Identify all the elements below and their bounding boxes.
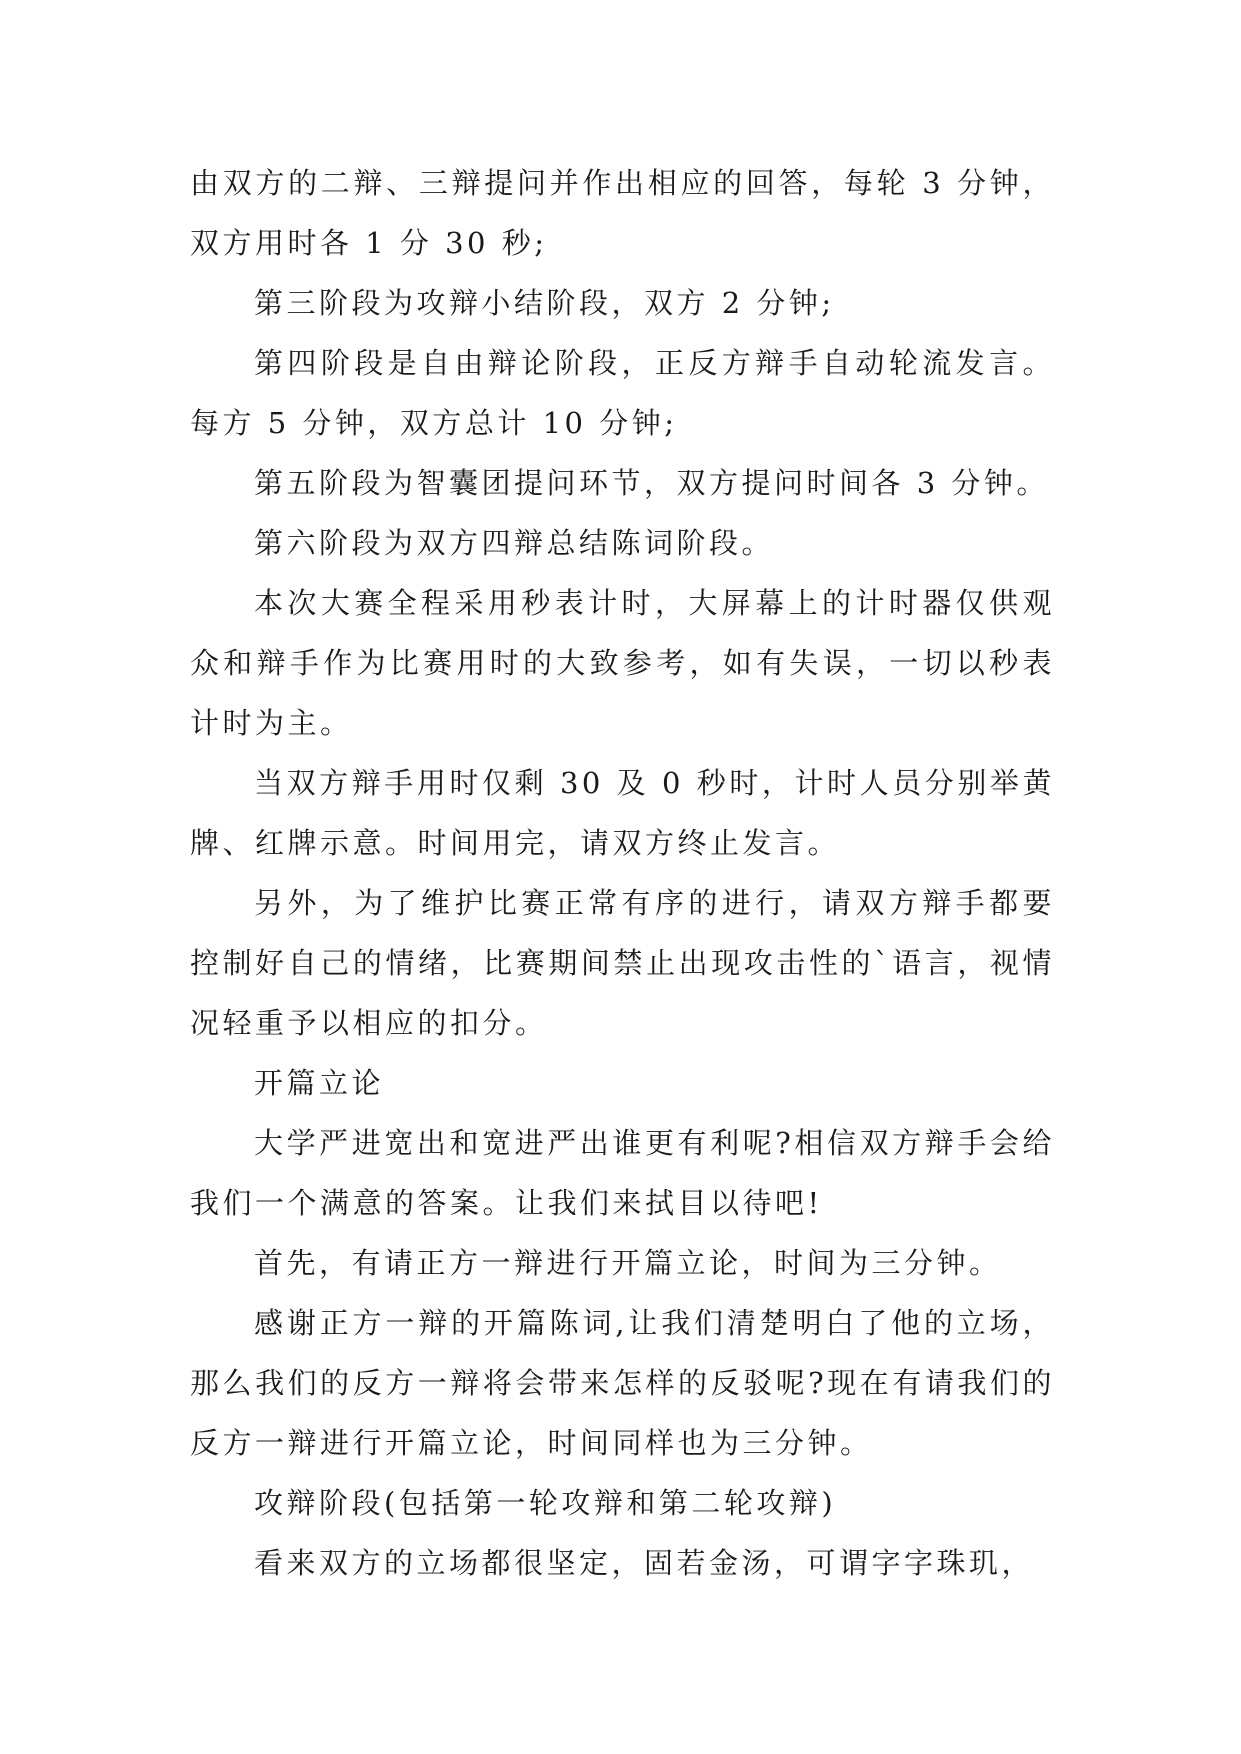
paragraph: 当双方辩手用时仅剩 30 及 0 秒时，计时人员分别举黄牌、红牌示意。时间用完，请双方终止发言。 [190, 766, 1055, 860]
paragraph: 第五阶段为智囊团提问环节，双方提问时间各 3 分钟。 [254, 466, 1049, 500]
document-body [190, 153, 1055, 1593]
paragraph: 第四阶段是自由辩论阶段，正反方辩手自动轮流发言。每方 5 分钟，双方总计 10 分钟; [190, 346, 1055, 440]
paragraph: 由双方的二辩、三辩提问并作出相应的回答，每轮 3 分钟，双方用时各 1 分 30 秒; [190, 166, 1055, 260]
paragraph: 首先，有请正方一辩进行开篇立论，时间为三分钟。 [254, 1246, 1002, 1280]
paragraph: 感谢正方一辩的开篇陈词,让我们清楚明白了他的立场，那么我们的反方一辩将会带来怎样的反驳呢?现在有请我们的反方一辩进行开篇立论，时间同样也为三分钟。 [190, 1306, 1055, 1460]
section-heading: 开篇立论 [254, 1066, 385, 1100]
section-heading: 攻辩阶段(包括第一轮攻辩和第二轮攻辩) [254, 1486, 837, 1520]
paragraph: 本次大赛全程采用秒表计时，大屏幕上的计时器仅供观众和辩手作为比赛用时的大致参考，如有失误，一切以秒表计时为主。 [190, 586, 1055, 740]
paragraph: 第三阶段为攻辩小结阶段，双方 2 分钟; [254, 286, 835, 320]
paragraph: 另外，为了维护比赛正常有序的进行，请双方辩手都要控制好自己的情绪，比赛期间禁止出现攻击性的`语言，视情况轻重予以相应的扣分。 [190, 886, 1055, 1040]
paragraph: 大学严进宽出和宽进严出谁更有利呢?相信双方辩手会给我们一个满意的答案。让我们来拭目以待吧! [190, 1126, 1055, 1220]
paragraph: 看来双方的立场都很坚定，固若金汤，可谓字字珠玑， [254, 1546, 1035, 1580]
paragraph: 第六阶段为双方四辩总结陈词阶段。 [254, 526, 775, 560]
